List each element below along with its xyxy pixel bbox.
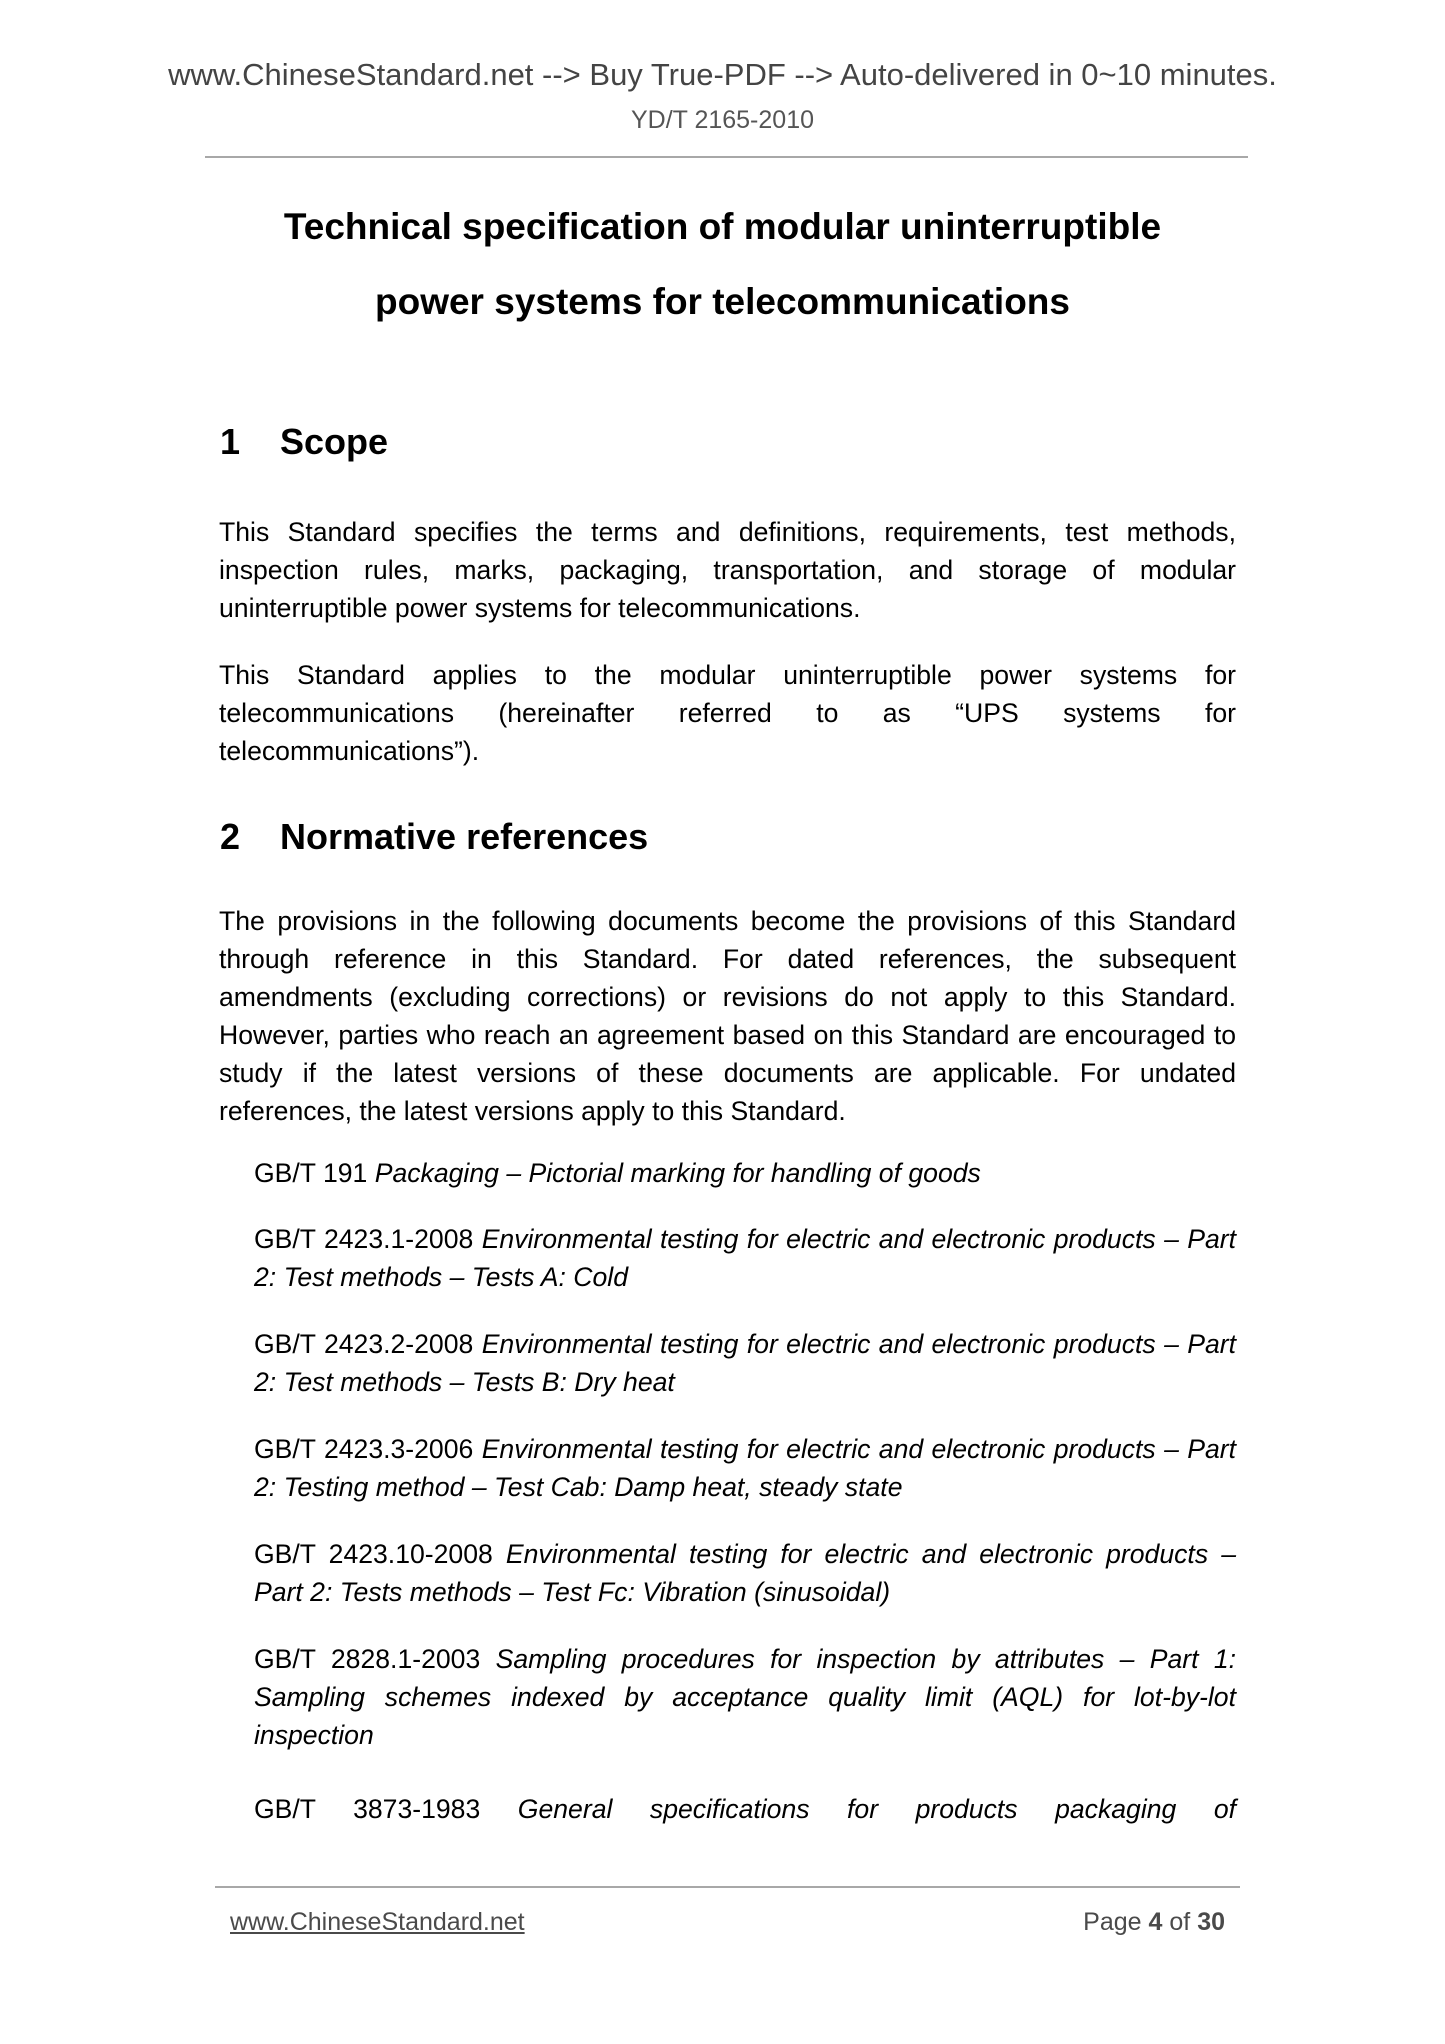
section-heading-scope [220, 420, 388, 464]
reference-title: Environmental testing for electric and electronic products – Part 2: Testing method – Test Cab: Damp heat, steady state [254, 1434, 1236, 1502]
page-total: 30 [1197, 1908, 1225, 1936]
document-title-line-1: Technical specification of modular uninterruptible [283, 206, 1162, 247]
reference-code: GB/T 2423.2-2008 [254, 1329, 474, 1359]
page-prefix: Page [1083, 1908, 1142, 1936]
scope-paragraph-1: This Standard specifies the terms and definitions, requirements, test methods, inspection rules, marks, packaging, transportation, and storage of modular uninterruptible power systems for telecommunications. [219, 517, 1236, 623]
reference-title: Environmental testing for electric and electronic products – Part 2: Test methods – Tests B: Dry heat [254, 1329, 1236, 1397]
reference-item [254, 1325, 1236, 1401]
header-divider [205, 156, 1248, 158]
document-title-line-2: power systems for telecommunications [375, 281, 1070, 322]
page-number [1083, 1906, 1225, 1938]
reference-item [254, 1640, 1236, 1754]
standard-code: YD/T 2165-2010 [631, 106, 814, 134]
reference-code: GB/T 2828.1-2003 [254, 1644, 481, 1674]
section-number: 1 [220, 421, 241, 462]
footer-website-link[interactable]: www.ChineseStandard.net [230, 1908, 525, 1936]
section-title: Normative references [280, 816, 649, 857]
reference-title: Packaging – Pictorial marking for handling of goods [374, 1158, 981, 1188]
reference-title: Sampling procedures for inspection by attributes – Part 1: Sampling schemes indexed by acceptance quality limit (AQL) for lot-by-lot inspection [254, 1644, 1237, 1750]
reference-code: GB/T 2423.3-2006 [254, 1434, 474, 1464]
page-current: 4 [1148, 1908, 1163, 1936]
page-of: of [1169, 1908, 1191, 1936]
section-number: 2 [220, 816, 241, 857]
reference-item [254, 1535, 1236, 1611]
reference-code: GB/T 3873-1983 [254, 1794, 481, 1824]
header-banner: www.ChineseStandard.net --> Buy True-PDF --> Auto-delivered in 0~10 minutes. [168, 57, 1277, 92]
footer-divider [215, 1886, 1240, 1888]
scope-paragraph-2: This Standard applies to the modular uninterruptible power systems for telecommunications (hereinafter referred to as “UPS systems for telecommunications”). [219, 660, 1236, 766]
reference-title: General specifications for products packaging of [517, 1794, 1236, 1824]
reference-item [254, 1430, 1236, 1506]
reference-title: Environmental testing for electric and electronic products – Part 2: Tests methods – Test Fc: Vibration (sinusoidal) [254, 1539, 1236, 1607]
reference-code: GB/T 2423.1-2008 [254, 1224, 474, 1254]
normative-references-paragraph: The provisions in the following documents become the provisions of this Standard through reference in this Standard. For dated references, the subsequent amendments (excluding corrections) or revisions do not apply to this Standard. However, parties who reach an agreement based on this Standard are encouraged to study if the latest versions of these documents are applicable. For undated references, the latest versions apply to this Standard. [219, 906, 1236, 1126]
reference-code: GB/T 191 [254, 1158, 368, 1188]
reference-item [254, 1220, 1236, 1296]
reference-title: Environmental testing for electric and electronic products – Part 2: Test methods – Tests A: Cold [254, 1224, 1236, 1292]
section-title: Scope [280, 421, 389, 462]
reference-item [254, 1790, 1236, 1828]
reference-item [254, 1154, 1236, 1192]
section-heading-normative-references [220, 815, 648, 859]
reference-code: GB/T 2423.10-2008 [254, 1539, 493, 1569]
